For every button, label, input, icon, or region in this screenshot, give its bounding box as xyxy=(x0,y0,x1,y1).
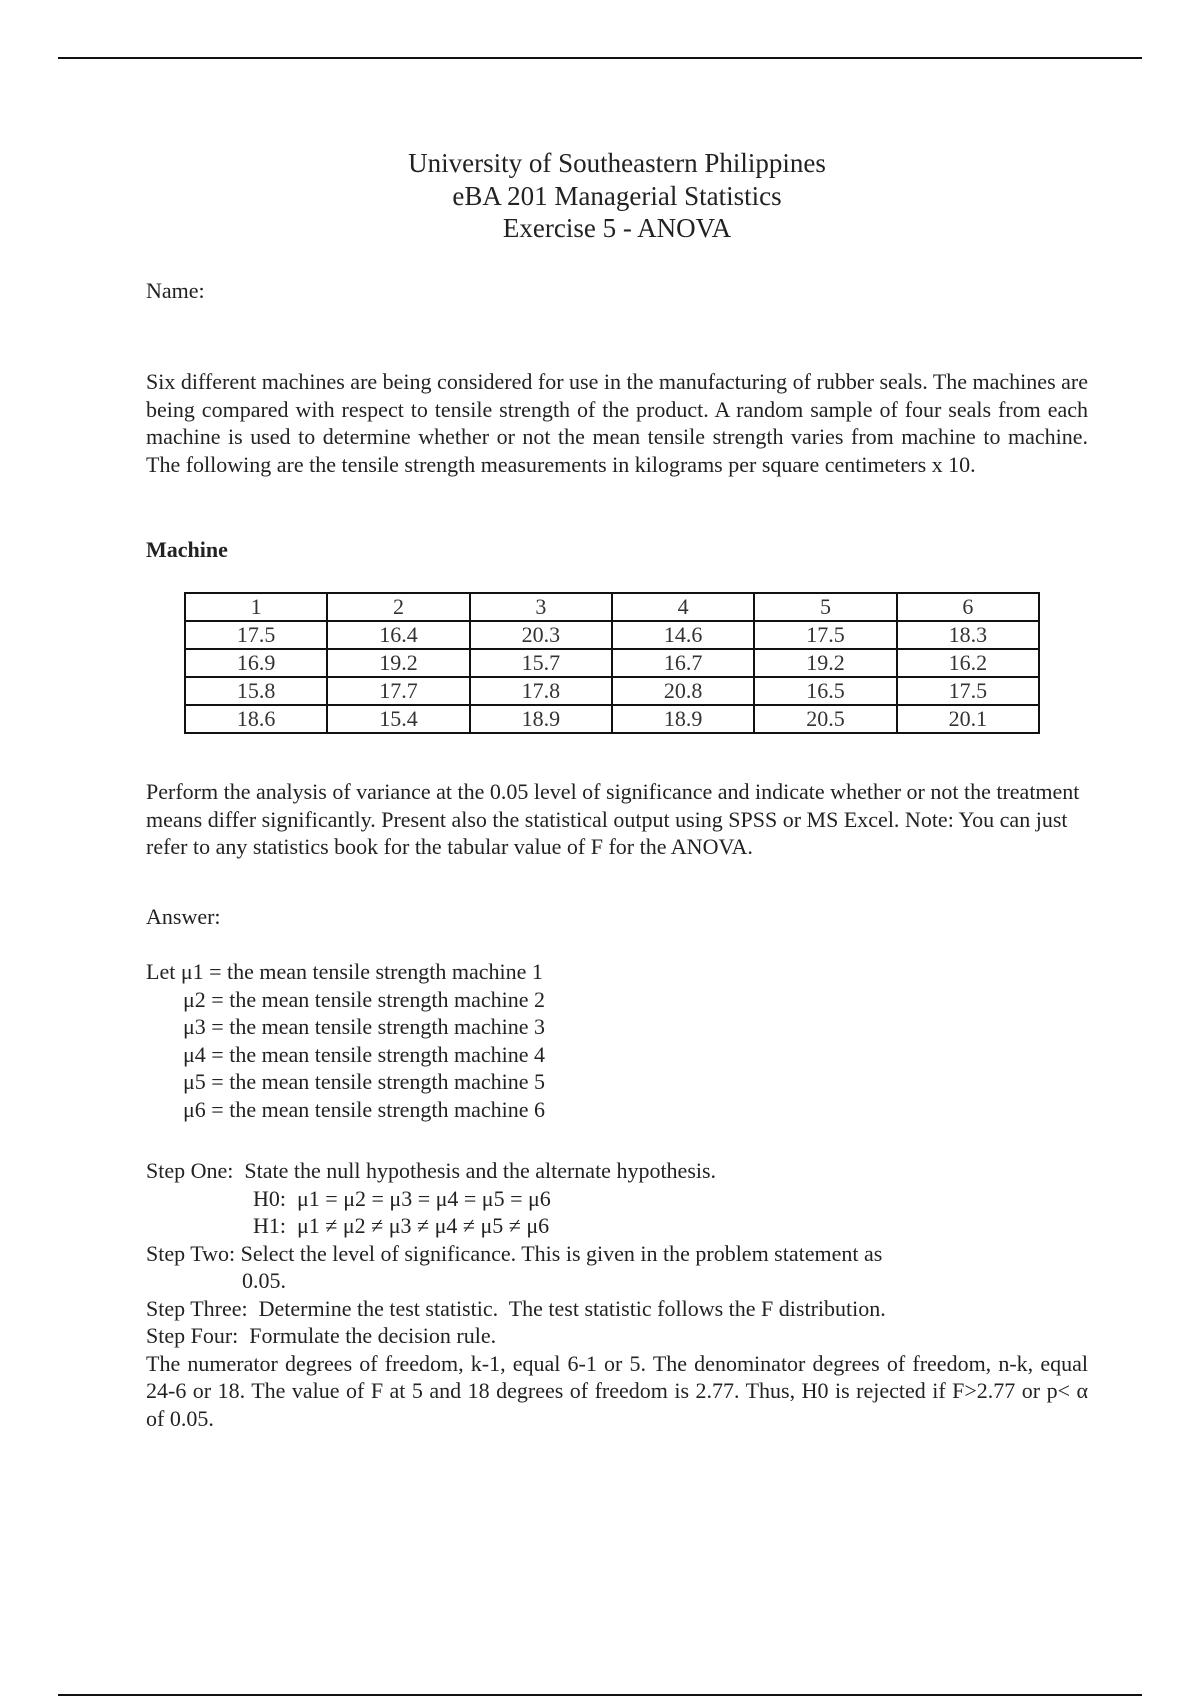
table-cell: 20.1 xyxy=(897,705,1039,733)
definition-line: μ3 = the mean tensile strength machine 3 xyxy=(183,1014,546,1039)
table-cell: 17.5 xyxy=(185,621,327,649)
table-cell: 20.8 xyxy=(612,677,754,705)
answer-label: Answer: xyxy=(146,904,221,929)
table-header-row xyxy=(185,593,1039,621)
table-row xyxy=(185,705,1039,733)
table-cell: 18.6 xyxy=(185,705,327,733)
step-two-value: 0.05. xyxy=(242,1268,286,1293)
table-row xyxy=(185,649,1039,677)
table-cell: 16.2 xyxy=(897,649,1039,677)
table-row xyxy=(185,677,1039,705)
table-cell: 17.8 xyxy=(470,677,612,705)
table-header-cell: 1 xyxy=(185,593,327,621)
table-cell: 16.5 xyxy=(754,677,896,705)
document-header xyxy=(0,147,1200,245)
problem-statement: Six different machines are being considered for use in the manufacturing of rubber seals. The machines are being compared with respect to tensile strength of the product. A random sample of four seals from each machine is used to determine whether or not the mean tensile strength varies from machine to machine. The following are the tensile strength measurements in kilograms per square centimeters x 10. xyxy=(146,369,1088,477)
definition-line: μ6 = the mean tensile strength machine 6 xyxy=(183,1096,546,1122)
table-row xyxy=(185,621,1039,649)
name-label: Name: xyxy=(146,278,205,303)
step-two: Step Two: Select the level of significance. This is given in the problem statement as xyxy=(146,1240,883,1266)
step-three: Step Three: Determine the test statistic. The test statistic follows the F distribution. xyxy=(146,1295,886,1321)
table-cell: 15.8 xyxy=(185,677,327,705)
course-title: eBA 201 Managerial Statistics xyxy=(452,180,782,211)
definition-line: μ4 = the mean tensile strength machine 4 xyxy=(183,1041,546,1067)
tensile-strength-table xyxy=(184,592,1040,734)
table-cell: 18.9 xyxy=(470,705,612,733)
table-cell: 17.5 xyxy=(897,677,1039,705)
definition-line: μ5 = the mean tensile strength machine 5 xyxy=(183,1069,546,1094)
table-cell: 18.3 xyxy=(897,621,1039,649)
top-rule xyxy=(58,57,1142,59)
table-cell: 16.7 xyxy=(612,649,754,677)
table-cell: 20.3 xyxy=(470,621,612,649)
table-cell: 15.7 xyxy=(470,649,612,677)
table-header-cell: 2 xyxy=(327,593,469,621)
null-hypothesis: H0: μ1 = μ2 = μ3 = μ4 = μ5 = μ6 xyxy=(253,1185,551,1211)
table-cell: 19.2 xyxy=(754,649,896,677)
table-title: Machine xyxy=(146,537,228,562)
table-cell: 16.4 xyxy=(327,621,469,649)
table-cell: 20.5 xyxy=(754,705,896,733)
alternate-hypothesis: H1: μ1 ≠ μ2 ≠ μ3 ≠ μ4 ≠ μ5 ≠ μ6 xyxy=(253,1213,550,1238)
step-four: Step Four: Formulate the decision rule. xyxy=(146,1323,497,1348)
table-header-cell: 4 xyxy=(612,593,754,621)
table-cell: 17.7 xyxy=(327,677,469,705)
decision-rule: The numerator degrees of freedom, k-1, equal 6-1 or 5. The denominator degrees of freedom, n-k, equal 24-6 or 18. The value of F at 5 and 18 degrees of freedom is 2.77. Thus, H0 is rejected if F>2.77 or p< α of 0.05. xyxy=(146,1350,1088,1431)
table-cell: 15.4 xyxy=(327,705,469,733)
table-header-cell: 6 xyxy=(897,593,1039,621)
table-header-cell: 5 xyxy=(754,593,896,621)
university-title: University of Southeastern Philippines xyxy=(408,148,826,178)
mean-definitions xyxy=(146,958,1088,1123)
table-header-cell: 3 xyxy=(470,593,612,621)
definition-line: Let μ1 = the mean tensile strength machine 1 xyxy=(146,959,543,984)
definition-line: μ2 = the mean tensile strength machine 2 xyxy=(183,986,546,1012)
exercise-title: Exercise 5 - ANOVA xyxy=(502,213,732,243)
instructions-paragraph: Perform the analysis of variance at the 0.05 level of significance and indicate whether or not the treatment means differ significantly. Present also the statistical output using SPSS or MS Excel. Note: You can just refer to any statistics book for the tabular value of F for the ANOVA. xyxy=(146,779,1080,859)
bottom-rule xyxy=(58,1694,1142,1696)
table-cell: 17.5 xyxy=(754,621,896,649)
table-cell: 18.9 xyxy=(612,705,754,733)
hypothesis-steps xyxy=(146,1157,1088,1432)
step-one: Step One: State the null hypothesis and the alternate hypothesis. xyxy=(146,1158,717,1183)
table-cell: 14.6 xyxy=(612,621,754,649)
table-cell: 19.2 xyxy=(327,649,469,677)
table-cell: 16.9 xyxy=(185,649,327,677)
